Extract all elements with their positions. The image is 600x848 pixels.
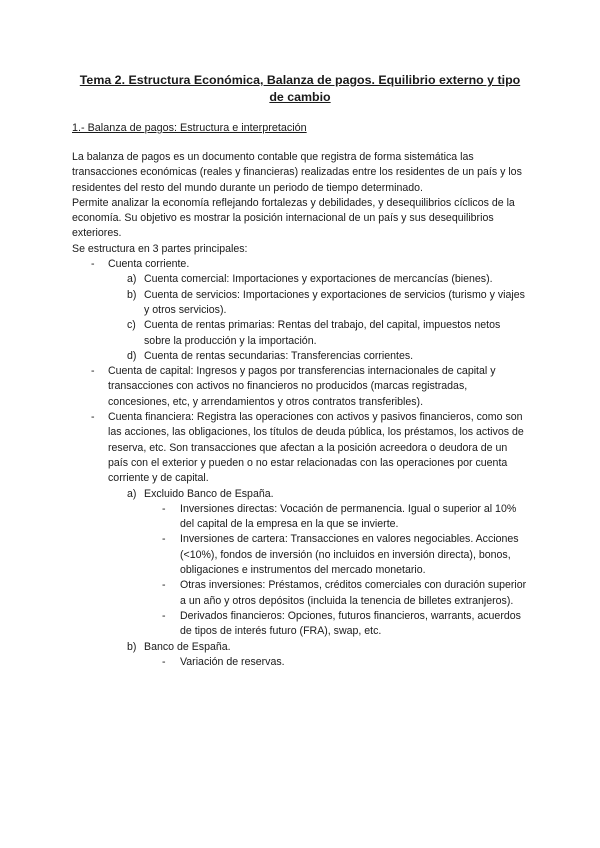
list-item-text: Inversiones de cartera: Transacciones en valores negociables. Acciones (<10%), fondos de inversión (no incluidos en inversión directa), bonos, obligaciones e instrumentos del mercado monetario. bbox=[180, 533, 519, 577]
page-title: Tema 2. Estructura Económica, Balanza de pagos. Equilibrio externo y tipo de cambio bbox=[79, 73, 521, 104]
paragraph-structure-intro: Se estructura en 3 partes principales: bbox=[72, 242, 248, 255]
list-item-text: Cuenta de capital: Ingresos y pagos por transferencias internacionales de capital y transacciones con activos no financieros no producidos (marcas registradas, concesiones, etc, y arrendamientos y otros contratos transferibles). bbox=[108, 365, 496, 408]
list-item-text: Cuenta de servicios: Importaciones y exportaciones de servicios (turismo y viajes y otros servicios). bbox=[144, 288, 525, 316]
list-item-cuenta-financiera bbox=[72, 410, 528, 486]
list-item-excluido-banco bbox=[72, 487, 528, 502]
list-marker: c) bbox=[127, 319, 136, 332]
list-item-cuenta-corriente bbox=[72, 257, 528, 272]
dash-marker: - bbox=[91, 411, 95, 424]
list-marker: a) bbox=[127, 273, 137, 286]
list-marker: b) bbox=[127, 288, 137, 301]
list-item-variacion-reservas bbox=[72, 655, 528, 670]
list-item-text: Banco de España. bbox=[144, 640, 231, 653]
dash-marker: - bbox=[162, 579, 166, 592]
parts-list bbox=[72, 257, 528, 670]
dash-marker: - bbox=[162, 502, 166, 515]
list-item-derivados bbox=[72, 609, 528, 640]
list-marker: d) bbox=[127, 349, 137, 362]
list-item-text: Otras inversiones: Préstamos, créditos comerciales con duración superior a un año y otros depósitos (incluida la tenencia de billetes extranjeros). bbox=[180, 579, 527, 607]
dash-marker: - bbox=[162, 609, 166, 622]
list-item-text: Excluido Banco de España. bbox=[144, 487, 274, 500]
list-item-text: Cuenta comercial: Importaciones y exportaciones de mercancías (bienes). bbox=[144, 273, 493, 286]
list-item-text: Inversiones directas: Vocación de permanencia. Igual o superior al 10% del capital de la empresa en la que se invierte. bbox=[180, 502, 517, 531]
list-item-banco-espana bbox=[72, 640, 528, 655]
list-item-inversiones-directas bbox=[72, 502, 528, 533]
list-item-text: Cuenta de rentas secundarias: Transferencias corrientes. bbox=[144, 349, 414, 362]
list-item-cuenta-servicios bbox=[72, 288, 528, 319]
list-item-text: Derivados financieros: Opciones, futuros financieros, warrants, acuerdos de tipos de interés futuro (FRA), swap, etc. bbox=[180, 609, 521, 638]
dash-marker: - bbox=[91, 258, 95, 271]
list-item-inversiones-cartera bbox=[72, 532, 528, 578]
list-item-otras-inversiones bbox=[72, 578, 528, 609]
dash-marker: - bbox=[91, 365, 95, 378]
paragraph-purpose: Permite analizar la economía reflejando fortalezas y debilidades, y desequilibrios cíclicos de la economía. Su objetivo es mostrar la posición internacional de un país y sus desequilibrios exteriores. bbox=[72, 196, 515, 240]
list-marker: b) bbox=[127, 640, 137, 653]
section-heading: 1.- Balanza de pagos: Estructura e interpretación bbox=[72, 122, 307, 134]
dash-marker: - bbox=[162, 533, 166, 546]
list-item-text: Variación de reservas. bbox=[180, 655, 285, 668]
paragraph-definition: La balanza de pagos es un documento contable que registra de forma sistemática las transacciones económicas (reales y financieras) realizadas entre los residentes de un país y los residentes del resto del mundo durante un periodo de tiempo determinado. bbox=[72, 151, 522, 194]
list-item-cuenta-comercial bbox=[72, 272, 528, 287]
list-item-cuenta-capital bbox=[72, 364, 528, 410]
list-item-text: Cuenta financiera: Registra las operaciones con activos y pasivos financieros, como son las acciones, las obligaciones, los títulos de deuda pública, los préstamos, los activos de reserva, etc. Son transacciones que afectan a la posición acreedora o deudora de un país con el exterior y pueden o no estar relacionadas con las operaciones por cuenta corriente y de capital. bbox=[108, 411, 524, 485]
dash-marker: - bbox=[162, 655, 166, 668]
list-marker: a) bbox=[127, 487, 137, 500]
list-item-rentas-secundarias bbox=[72, 349, 528, 364]
list-item-text: Cuenta corriente. bbox=[108, 258, 190, 271]
document-body bbox=[72, 150, 528, 670]
list-item-text: Cuenta de rentas primarias: Rentas del trabajo, del capital, impuestos netos sobre la producción y la importación. bbox=[144, 319, 501, 347]
list-item-rentas-primarias bbox=[72, 318, 528, 349]
